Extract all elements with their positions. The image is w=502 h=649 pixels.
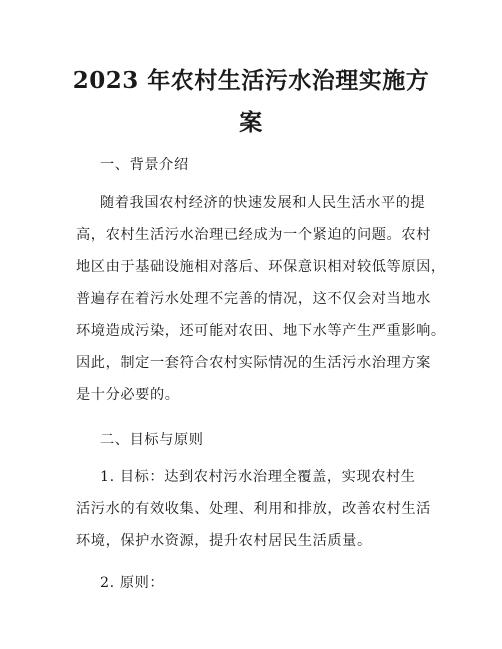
paragraph-line: 是十分必要的。 [76,387,180,403]
section-heading-goals: 二、目标与原则 [100,432,204,448]
paragraph-line: 普遍存在着污水处理不完善的情况，这不仅会对当地水 [76,291,431,307]
paragraph-line: 环境造成污染，还可能对农田、地下水等产生严重影响。 [76,323,446,339]
paragraph-line: 地区由于基础设施相对落后、环保意识相对较低等原因， [76,259,446,275]
paragraph-line: 高，农村生活污水治理已经成为一个紧迫的问题。农村 [76,227,431,243]
paragraph-line: 因此，制定一套符合农村实际情况的生活污水治理方案 [76,355,431,371]
list-item-line: 环境，保护水资源，提升农村居民生活质量。 [76,533,372,549]
section-heading-background: 一、背景介绍 [100,157,189,173]
list-item-label: 2. 原则： [100,575,165,591]
document-title-line-1: 2023 年农村生活污水治理实施方 [72,67,430,94]
paragraph-line: 随着我国农村经济的快速发展和人民生活水平的提 [100,195,426,211]
list-item-line: 1. 目标：达到农村污水治理全覆盖，实现农村生 [100,469,416,485]
list-item-line: 活污水的有效收集、处理、利用和排放，改善农村生活 [76,501,431,517]
document-title-line-2: 案 [239,109,263,136]
